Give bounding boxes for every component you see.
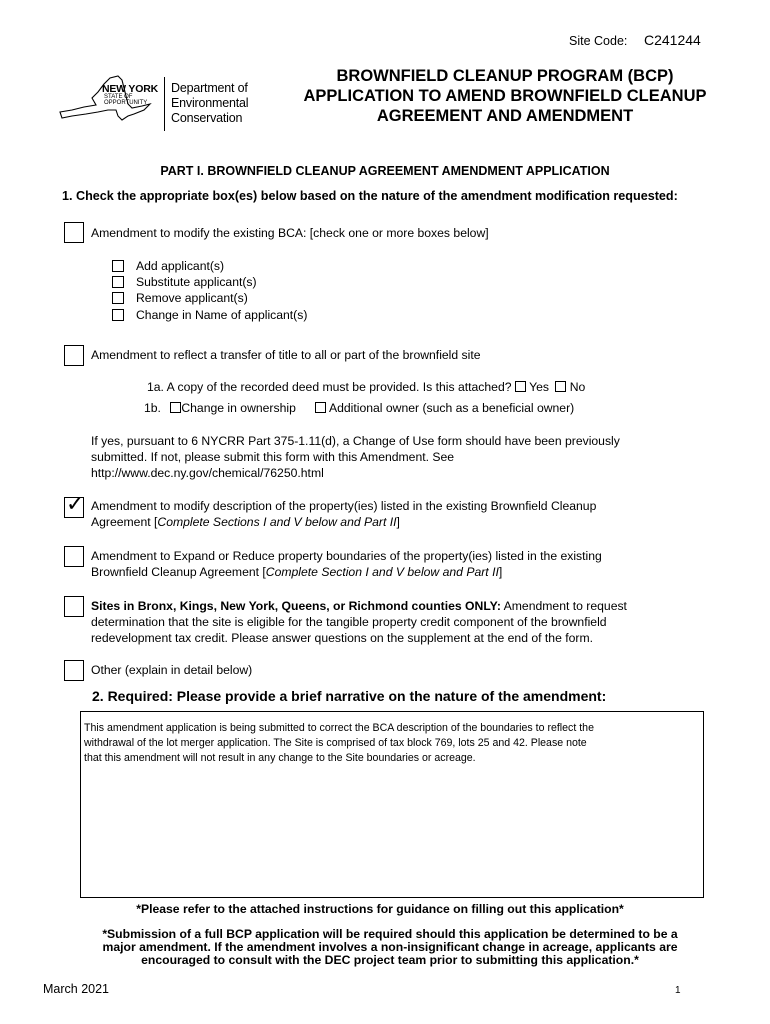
- modify-description-line2-em: Complete Sections I and V below and Part II: [157, 515, 397, 529]
- question-1: 1. Check the appropriate box(es) below based on the nature of the amendment modification requested:: [62, 189, 678, 203]
- logo-dept-line1: Department of: [171, 81, 248, 95]
- modify-description-line2-post: ]: [396, 515, 400, 529]
- modify-description-line2-pre: Agreement [: [91, 515, 158, 529]
- other-checkbox[interactable]: [64, 660, 84, 681]
- narrative-line3: that this amendment will not result in any change to the Site boundaries or acreage.: [84, 752, 476, 764]
- expand-reduce-line2-pre: Brownfield Cleanup Agreement [: [91, 565, 266, 579]
- nyc-sites-label: [91, 598, 627, 646]
- add-applicant-label: Add applicant(s): [136, 259, 225, 273]
- logo-state-of: STATE OF: [104, 94, 133, 100]
- question-1b-row: [144, 400, 574, 416]
- modify-bca-checkbox[interactable]: [64, 222, 84, 243]
- change-of-use-note: [91, 433, 620, 481]
- logo-dept-line3: Conservation: [171, 111, 243, 125]
- deed-no-label: No: [569, 380, 586, 394]
- transfer-title-label: Amendment to reflect a transfer of title to all or part of the brownfield site: [91, 348, 481, 362]
- logo-opportunity: OPPORTUNITY: [104, 100, 148, 106]
- logo-department: [171, 81, 248, 126]
- narrative-line2: withdrawal of the lot merger application. The Site is comprised of tax block 769, lots 25 and 42. Please note: [84, 737, 587, 749]
- change-ownership-label: Change in ownership: [181, 401, 296, 415]
- nys-dec-logo: [58, 74, 268, 134]
- modify-description-line1: Amendment to modify description of the property(ies) listed in the existing Brownfield Cleanup: [91, 499, 597, 513]
- logo-dept-line2: Environmental: [171, 96, 249, 110]
- change-of-use-line1: If yes, pursuant to 6 NYCRR Part 375-1.11(d), a Change of Use form should have been previously: [91, 434, 620, 448]
- modify-bca-label: Amendment to modify the existing BCA: [check one or more boxes below]: [91, 226, 489, 240]
- deed-yes-checkbox[interactable]: [515, 381, 526, 392]
- nyc-sites-line2: determination that the site is eligible for the tangible property credit component of the brownfield: [91, 615, 607, 629]
- submission-note-line3: encouraged to consult with the DEC project team prior to submitting this application.*: [141, 953, 639, 967]
- modify-description-checkbox[interactable]: [64, 492, 85, 518]
- deed-no-checkbox[interactable]: [555, 381, 566, 392]
- expand-reduce-checkbox[interactable]: [64, 546, 84, 567]
- nyc-sites-line1-rest: Amendment to request: [500, 599, 627, 613]
- add-applicant-checkbox[interactable]: [112, 260, 124, 272]
- transfer-title-checkbox[interactable]: [64, 345, 84, 366]
- form-title-line2: APPLICATION TO AMEND BROWNFIELD CLEANUP: [303, 87, 707, 105]
- footer-date: March 2021: [43, 982, 110, 996]
- expand-reduce-line2-post: ]: [498, 565, 503, 579]
- submission-note-line2: major amendment. If the amendment involves a non-insignificant change in acreage, applicants are: [102, 940, 678, 954]
- expand-reduce-label: [91, 548, 602, 580]
- expand-reduce-line1: Amendment to Expand or Reduce property boundaries of the property(ies) listed in the existing: [91, 549, 602, 563]
- remove-applicant-checkbox[interactable]: [112, 292, 124, 304]
- change-name-checkbox[interactable]: [112, 309, 124, 321]
- substitute-applicant-checkbox[interactable]: [112, 276, 124, 288]
- other-label: Other (explain in detail below): [91, 663, 253, 677]
- modify-description-label: [91, 498, 596, 530]
- site-code-value: C241244: [644, 32, 701, 48]
- change-name-label: Change in Name of applicant(s): [136, 308, 308, 322]
- site-code-label: Site Code:: [569, 34, 628, 48]
- question-1b: 1b.: [144, 401, 161, 415]
- nyc-sites-bold: Sites in Bronx, Kings, New York, Queens, or Richmond counties ONLY:: [91, 599, 501, 613]
- nyc-sites-checkbox[interactable]: [64, 596, 84, 617]
- deed-yes-label: Yes: [529, 380, 549, 394]
- form-title-line3: AGREEMENT AND AMENDMENT: [376, 107, 634, 125]
- form-title: [276, 66, 734, 126]
- nyc-sites-line3: redevelopment tax credit. Please answer questions on the supplement at the end of the form.: [91, 631, 594, 645]
- expand-reduce-line2-em: Complete Section I and V below and Part II: [265, 565, 499, 579]
- additional-owner-checkbox[interactable]: [315, 402, 326, 413]
- change-of-use-link[interactable]: http://www.dec.ny.gov/chemical/76250.html: [91, 466, 324, 480]
- refer-instructions-note: *Please refer to the attached instructions for guidance on filling out this application*: [136, 902, 624, 916]
- change-of-use-line2: submitted. If not, please submit this form with this Amendment. See: [91, 450, 455, 464]
- narrative-field[interactable]: [80, 711, 704, 898]
- question-1a: 1a. A copy of the recorded deed must be provided. Is this attached?: [147, 380, 512, 394]
- substitute-applicant-label: Substitute applicant(s): [136, 275, 257, 289]
- submission-note: [52, 928, 728, 967]
- checkmark-icon: ✓: [66, 492, 85, 517]
- logo-divider: [164, 77, 165, 131]
- remove-applicant-label: Remove applicant(s): [136, 291, 248, 305]
- part1-heading: PART I. BROWNFIELD CLEANUP AGREEMENT AMENDMENT APPLICATION: [160, 164, 610, 178]
- logo-new-york: NEW YORK: [102, 83, 158, 95]
- submission-note-line1: *Submission of a full BCP application will be required should this application be determined to be a: [102, 927, 678, 941]
- form-title-line1: BROWNFIELD CLEANUP PROGRAM (BCP): [336, 67, 674, 85]
- page-number: 1: [675, 985, 681, 996]
- question-1a-row: [147, 379, 585, 395]
- question-2: 2. Required: Please provide a brief narrative on the nature of the amendment:: [92, 688, 607, 704]
- narrative-line1: This amendment application is being submitted to correct the BCA description of the boundaries to reflect the: [84, 722, 594, 734]
- change-ownership-checkbox[interactable]: [170, 402, 181, 413]
- additional-owner-label: Additional owner (such as a beneficial owner): [328, 401, 575, 415]
